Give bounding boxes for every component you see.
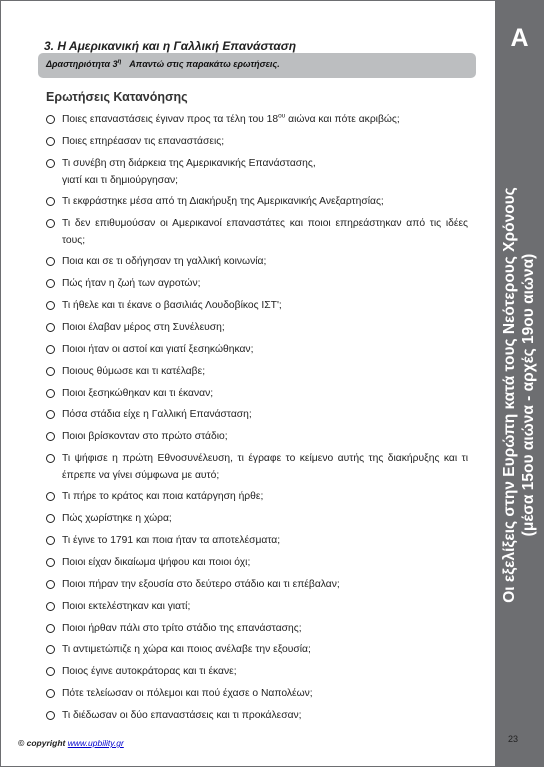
- bullet-circle-icon: [46, 689, 55, 698]
- question-item: Ποιες επηρέασαν τις επαναστάσεις;: [46, 133, 468, 150]
- sidebar-title-line1: Οι εξελίξεις στην Ευρώπη κατά τους Νεότερους Χρόνους: [501, 187, 518, 603]
- question-item: Ποιους θύμωσε και τι κατέλαβε;: [46, 363, 468, 380]
- question-item: Πόσα στάδια είχε η Γαλλική Επανάσταση;: [46, 406, 468, 423]
- activity-instruction-text: Απαντώ στις παρακάτω ερωτήσεις.: [129, 59, 280, 69]
- bullet-circle-icon: [46, 279, 55, 288]
- sidebar-title-line2: (μέσα 15ου αιώνα - αρχές 19ου αιώνα): [520, 253, 537, 537]
- sidebar-title: [500, 45, 538, 745]
- question-item: Τι δεν επιθυμούσαν οι Αμερικανοί επαναστάτες και ποιοι επηρεάστηκαν από τις ιδέες τους;: [46, 215, 468, 249]
- activity-label-sup: η: [117, 59, 122, 65]
- website-link[interactable]: www.upbility.gr: [67, 738, 124, 748]
- bullet-circle-icon: [46, 323, 55, 332]
- question-item: Ποιοι έλαβαν μέρος στη Συνέλευση;: [46, 319, 468, 336]
- bullet-circle-icon: [46, 492, 55, 501]
- bullet-circle-icon: [46, 580, 55, 589]
- bullet-circle-icon: [46, 410, 55, 419]
- question-item: Ποια και σε τι οδήγησαν τη γαλλική κοινωνία;: [46, 253, 468, 270]
- question-item: Ποιοι ήταν οι αστοί και γιατί ξεσηκώθηκαν;: [46, 341, 468, 358]
- activity-label: Δραστηριότητα 3: [46, 59, 118, 69]
- question-item: Ποιοι ήρθαν πάλι στο τρίτο στάδιο της επανάστασης;: [46, 620, 468, 637]
- question-item: Τι έγινε το 1791 και ποια ήταν τα αποτελέσματα;: [46, 532, 468, 549]
- bullet-circle-icon: [46, 137, 55, 146]
- question-item: Ποιοι πήραν την εξουσία στο δεύτερο στάδιο και τι επέβαλαν;: [46, 576, 468, 593]
- bullet-circle-icon: [46, 667, 55, 676]
- question-item: Τι ήθελε και τι έκανε ο βασιλιάς Λουδοβίκος ΙΣΤ';: [46, 297, 468, 314]
- bullet-circle-icon: [46, 345, 55, 354]
- question-item: Ποιοι ξεσηκώθηκαν και τι έκαναν;: [46, 385, 468, 402]
- copyright-text: © copyright: [18, 738, 66, 748]
- question-item: Τι εκφράστηκε μέσα από τη Διακήρυξη της Αμερικανικής Ανεξαρτησίας;: [46, 193, 468, 210]
- footer-copyright: [18, 738, 124, 748]
- question-item: Τι διέδωσαν οι δύο επαναστάσεις και τι προκάλεσαν;: [46, 707, 468, 724]
- bullet-circle-icon: [46, 367, 55, 376]
- bullet-circle-icon: [46, 389, 55, 398]
- bullet-circle-icon: [46, 432, 55, 441]
- bullet-circle-icon: [46, 536, 55, 545]
- bullet-circle-icon: [46, 514, 55, 523]
- bullet-circle-icon: [46, 115, 55, 124]
- bullet-circle-icon: [46, 602, 55, 611]
- question-item: Ποιες επαναστάσεις έγιναν προς τα τέλη του $18^{o\upsilon}$ αιώνα και πότε ακριβώς;: [46, 111, 468, 128]
- bullet-circle-icon: [46, 454, 55, 463]
- question-item: Πότε τελείωσαν οι πόλεμοι και πού έχασε ο Ναπολέων;: [46, 685, 468, 702]
- question-item: Ποιος έγινε αυτοκράτορας και τι έκανε;: [46, 663, 468, 680]
- question-item: Τι πήρε το κράτος και ποια κατάργηση ήρθε;: [46, 488, 468, 505]
- section-heading: Ερωτήσεις Κατανόησης: [46, 90, 188, 104]
- bullet-circle-icon: [46, 558, 55, 567]
- bullet-circle-icon: [46, 624, 55, 633]
- bullet-circle-icon: [46, 197, 55, 206]
- bullet-circle-icon: [46, 711, 55, 720]
- question-item: Ποιοι βρίσκονταν στο πρώτο στάδιο;: [46, 428, 468, 445]
- bullet-circle-icon: [46, 257, 55, 266]
- page-number: 23: [508, 734, 519, 744]
- question-item: Τι συνέβη στη διάρκεια της Αμερικανικής Επανάστασης, γιατί και τι δημιούργησαν;: [46, 155, 468, 189]
- page-title: 3. Η Αμερικανική και η Γαλλική Επανάσταση: [44, 39, 297, 53]
- bullet-circle-icon: [46, 301, 55, 310]
- bullet-circle-icon: [46, 645, 55, 654]
- bullet-circle-icon: [46, 159, 55, 168]
- question-item: Πώς ήταν η ζωή των αγροτών;: [46, 275, 468, 292]
- question-item: Ποιοι είχαν δικαίωμα ψήφου και ποιοι όχι;: [46, 554, 468, 571]
- question-item: Ποιοι εκτελέστηκαν και γιατί;: [46, 598, 468, 615]
- question-item: Τι ψήφισε η πρώτη Εθνοσυνέλευση, τι έγραφε το κείμενο αυτής της διακήρυξης και τι έπρεπε να γίνει σύμφωνα με αυτό;: [46, 450, 468, 484]
- sidebar-letter: Α: [510, 24, 529, 52]
- activity-instruction: [46, 59, 280, 69]
- question-item: Πώς χωρίστηκε η χώρα;: [46, 510, 468, 527]
- bullet-circle-icon: [46, 219, 55, 228]
- question-item: Τι αντιμετώπιζε η χώρα και ποιος ανέλαβε την εξουσία;: [46, 641, 468, 658]
